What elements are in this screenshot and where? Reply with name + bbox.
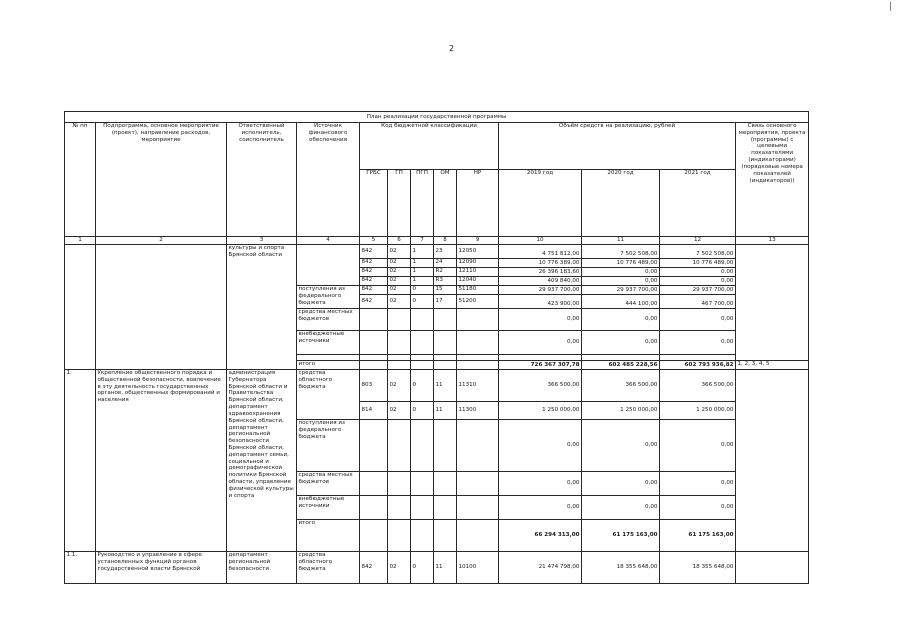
- cell-grbs: 803: [360, 370, 388, 402]
- cell-2020: 18 355 648,00: [582, 552, 660, 584]
- cell-gp: 02: [388, 295, 411, 309]
- cell-gp: [388, 472, 411, 496]
- cell-pgp: [411, 361, 434, 370]
- col-number: 3: [227, 237, 297, 245]
- cell-2020: 0,00: [582, 268, 660, 277]
- header-nr: НР: [457, 170, 499, 237]
- col-number: 7: [411, 237, 434, 245]
- col-number: 8: [434, 237, 457, 245]
- header-link: Связь основного мероприятия, проекта (программы) с целевыми показателями (индикаторами) (порядковые номера показателей (индикаторов)): [736, 123, 809, 237]
- header-source: Источник финансового обеспечения: [297, 123, 360, 237]
- cell-grbs: [360, 361, 388, 370]
- cell-2019: 0,00: [499, 496, 582, 520]
- cell-om: 11: [434, 370, 457, 402]
- col-number: 9: [457, 237, 499, 245]
- cell-om: [434, 309, 457, 331]
- cell-grbs: 842: [360, 277, 388, 286]
- cell-2021: 29 937 700,00: [660, 286, 736, 295]
- cell-2021: 0,00: [660, 420, 736, 472]
- cell-gp: 02: [388, 277, 411, 286]
- cell-nr: [457, 496, 499, 520]
- col-number: 5: [360, 237, 388, 245]
- cell-grbs: 842: [360, 552, 388, 584]
- page-number: 2: [449, 44, 455, 53]
- cell-pgp: [411, 472, 434, 496]
- cell-2019: 0,00: [499, 331, 582, 355]
- cell-2019: 423 900,00: [499, 295, 582, 309]
- header-num: № пп: [65, 123, 96, 237]
- cell-grbs: 842: [360, 245, 388, 259]
- column-numbers-row: [65, 237, 809, 245]
- cell-source: [297, 245, 360, 286]
- cell-2019: 21 474 798,00: [499, 552, 582, 584]
- cell-2019: 366 500,00: [499, 370, 582, 402]
- cell-pgp: [411, 420, 434, 472]
- cell-gp: 02: [388, 268, 411, 277]
- cell-source: поступления из федерального бюджета: [297, 286, 360, 309]
- cell-grbs: [360, 520, 388, 552]
- cell-nr: 51180: [457, 286, 499, 295]
- cell-om: [434, 496, 457, 520]
- cell-pgp: 0: [411, 552, 434, 584]
- cell-source: внебюджетные источники: [297, 331, 360, 355]
- cell-2020: 0,00: [582, 309, 660, 331]
- cell-link: [736, 552, 809, 584]
- cell-om: [434, 420, 457, 472]
- cell-executor: департамент региональной безопасности: [227, 552, 297, 584]
- cell-2020: 0,00: [582, 496, 660, 520]
- header-pgp: ПГП: [411, 170, 434, 237]
- cell-grbs: 842: [360, 259, 388, 268]
- cell-pgp: 0: [411, 286, 434, 295]
- cell-2019: 409 840,00: [499, 277, 582, 286]
- cell-num: 1.1.: [65, 552, 96, 584]
- cell-grbs: [360, 496, 388, 520]
- cell-nr: [457, 472, 499, 496]
- header-2019: 2019 год: [499, 170, 582, 237]
- cell-gp: [388, 309, 411, 331]
- cell-grbs: [360, 331, 388, 355]
- cell-pgp: 1: [411, 277, 434, 286]
- cell-om: 11: [434, 552, 457, 584]
- cell-2021: 0,00: [660, 309, 736, 331]
- cell-name: Укрепление общественного порядка и общественной безопасности, вовлечение в эту деятельность государственных органов, общественных формирований и населения: [96, 370, 227, 552]
- col-number: 13: [736, 237, 809, 245]
- cell-source: средства областного бюджета: [297, 370, 360, 420]
- cell-num: 1.: [65, 370, 96, 552]
- cell-2020: 29 937 700,00: [582, 286, 660, 295]
- header-gp: ГП: [388, 170, 411, 237]
- cell-pgp: 1: [411, 245, 434, 259]
- cell-pgp: 0: [411, 295, 434, 309]
- cell-2020: 10 776 489,00: [582, 259, 660, 268]
- cell-2021: 366 500,00: [660, 370, 736, 402]
- cell-nr: 11300: [457, 402, 499, 420]
- cell-source: внебюджетные источники: [297, 496, 360, 520]
- plan-sheet: [64, 111, 809, 640]
- cell-gp: [388, 331, 411, 355]
- cell-om: 23: [434, 245, 457, 259]
- col-number: 10: [499, 237, 582, 245]
- col-number: 4: [297, 237, 360, 245]
- cell-2021: 0,00: [660, 331, 736, 355]
- cell-gp: 02: [388, 552, 411, 584]
- cell-source: средства областного бюджета: [297, 552, 360, 584]
- col-number: 11: [582, 237, 660, 245]
- cell-grbs: [360, 472, 388, 496]
- cell-2020: 1 250 000,00: [582, 402, 660, 420]
- cell-2021: 0,00: [660, 472, 736, 496]
- cell-2019: 726 367 307,78: [499, 361, 582, 370]
- cell-2019: 0,00: [499, 309, 582, 331]
- cell-grbs: 842: [360, 295, 388, 309]
- cell-pgp: 0: [411, 370, 434, 402]
- table-row: [65, 370, 809, 402]
- cell-pgp: [411, 520, 434, 552]
- cell-nr: 12050: [457, 245, 499, 259]
- cell-om: R2: [434, 268, 457, 277]
- cell-link: 1, 2, 3, 4, 5: [736, 361, 809, 370]
- cell-om: 15: [434, 286, 457, 295]
- cell-om: 24: [434, 259, 457, 268]
- cell-nr: [457, 309, 499, 331]
- cell-om: [434, 331, 457, 355]
- cell-nr: 12090: [457, 259, 499, 268]
- header-code: Код бюджетной классификации: [360, 123, 499, 170]
- cell-2021: 0,00: [660, 496, 736, 520]
- cell-om: 11: [434, 402, 457, 420]
- cell-2020: 602 485 228,56: [582, 361, 660, 370]
- cell-2019: 10 776 389,00: [499, 259, 582, 268]
- cell-2021: 10 776 489,00: [660, 259, 736, 268]
- cell-2019: 66 294 313,00: [499, 520, 582, 552]
- header-subprogram: Подпрограмма, основное мероприятие (проект), направление расходов, мероприятие: [96, 123, 227, 237]
- cell-2021: 602 793 936,82: [660, 361, 736, 370]
- cell-nr: 12040: [457, 277, 499, 286]
- cell-nr: 11310: [457, 370, 499, 402]
- cell-pgp: [411, 331, 434, 355]
- cell-2019: 26 396 183,60: [499, 268, 582, 277]
- cell-om: [434, 520, 457, 552]
- cell-name: Руководство и управление в сфере установленных функций органов государственной власти Брянской: [96, 552, 227, 584]
- cell-source: итого: [297, 361, 360, 370]
- cell-2019: 0,00: [499, 420, 582, 472]
- cell-gp: [388, 361, 411, 370]
- cell-nr: 10100: [457, 552, 499, 584]
- cell-gp: [388, 420, 411, 472]
- cell-grbs: 814: [360, 402, 388, 420]
- cell-2019: 4 751 812,00: [499, 245, 582, 259]
- cell-2021: 1 250 000,00: [660, 402, 736, 420]
- header-grbs: ГРБС: [360, 170, 388, 237]
- cell-2019: 1 250 000,00: [499, 402, 582, 420]
- cell-2020: 61 175 163,00: [582, 520, 660, 552]
- cell-nr: [457, 520, 499, 552]
- cell-2021: 7 502 508,00: [660, 245, 736, 259]
- cell-2019: 29 937 700,00: [499, 286, 582, 295]
- header-2020: 2020 год: [582, 170, 660, 237]
- cell-2021: 0,00: [660, 268, 736, 277]
- cell-grbs: [360, 420, 388, 472]
- cell-2020: 366 500,00: [582, 370, 660, 402]
- cell-om: [434, 361, 457, 370]
- cell-2021: 0,00: [660, 277, 736, 286]
- cell-source: средства местных бюджетов: [297, 309, 360, 331]
- cell-pgp: 1: [411, 259, 434, 268]
- cell-pgp: [411, 496, 434, 520]
- cell-2020: 0,00: [582, 277, 660, 286]
- col-number: 1: [65, 237, 96, 245]
- cell-source: средства местных бюджетов: [297, 472, 360, 496]
- plan-table: [64, 111, 809, 584]
- cell-2021: 467 700,00: [660, 295, 736, 309]
- cell-num: [65, 245, 96, 370]
- cell-nr: 12110: [457, 268, 499, 277]
- cell-2019: 0,00: [499, 472, 582, 496]
- cell-pgp: 0: [411, 402, 434, 420]
- cell-grbs: 842: [360, 268, 388, 277]
- cell-gp: 02: [388, 286, 411, 295]
- cell-nr: [457, 331, 499, 355]
- cell-grbs: [360, 309, 388, 331]
- cell-gp: 02: [388, 370, 411, 402]
- cell-link: [736, 370, 809, 552]
- corner-mark: |: [889, 2, 893, 12]
- cell-2020: 0,00: [582, 331, 660, 355]
- cell-nr: [457, 361, 499, 370]
- cell-gp: 02: [388, 402, 411, 420]
- cell-om: 17: [434, 295, 457, 309]
- cell-source: итого: [297, 520, 360, 552]
- cell-om: [434, 472, 457, 496]
- cell-2020: 444 100,00: [582, 295, 660, 309]
- col-number: 2: [96, 237, 227, 245]
- cell-name: [96, 245, 227, 370]
- cell-2020: 0,00: [582, 420, 660, 472]
- cell-link: [736, 245, 809, 361]
- cell-pgp: 1: [411, 268, 434, 277]
- header-volume: Объём средств на реализацию, рублей: [499, 123, 736, 170]
- cell-executor: культуры и спорта Брянской области: [227, 245, 297, 370]
- cell-2020: 7 502 508,00: [582, 245, 660, 259]
- cell-2021: 61 175 163,00: [660, 520, 736, 552]
- cell-nr: 51200: [457, 295, 499, 309]
- col-number: 12: [660, 237, 736, 245]
- cell-grbs: 842: [360, 286, 388, 295]
- table-title: План реализации государственной программы: [65, 112, 809, 123]
- cell-source: поступления из федерального бюджета: [297, 420, 360, 472]
- cell-gp: 02: [388, 245, 411, 259]
- header-executor: Ответственный исполнитель, соисполнитель: [227, 123, 297, 237]
- cell-gp: 02: [388, 259, 411, 268]
- header-om: ОМ: [434, 170, 457, 237]
- cell-gp: [388, 496, 411, 520]
- cell-executor: администрация Губернатора Брянской области и Правительства Брянской области, департамент здравоохранения Брянской области, департамент региональной безопасности Брянской области, департамент семьи, социальной и демографической политики Брянской области, управление физической культуры и спорта: [227, 370, 297, 552]
- table-row: [65, 552, 809, 584]
- cell-gp: [388, 520, 411, 552]
- cell-nr: [457, 420, 499, 472]
- table-row: [65, 245, 809, 259]
- header-2021: 2021 год: [660, 170, 736, 237]
- cell-pgp: [411, 309, 434, 331]
- col-number: 6: [388, 237, 411, 245]
- cell-2021: 18 355 648,00: [660, 552, 736, 584]
- cell-om: R3: [434, 277, 457, 286]
- cell-2020: 0,00: [582, 472, 660, 496]
